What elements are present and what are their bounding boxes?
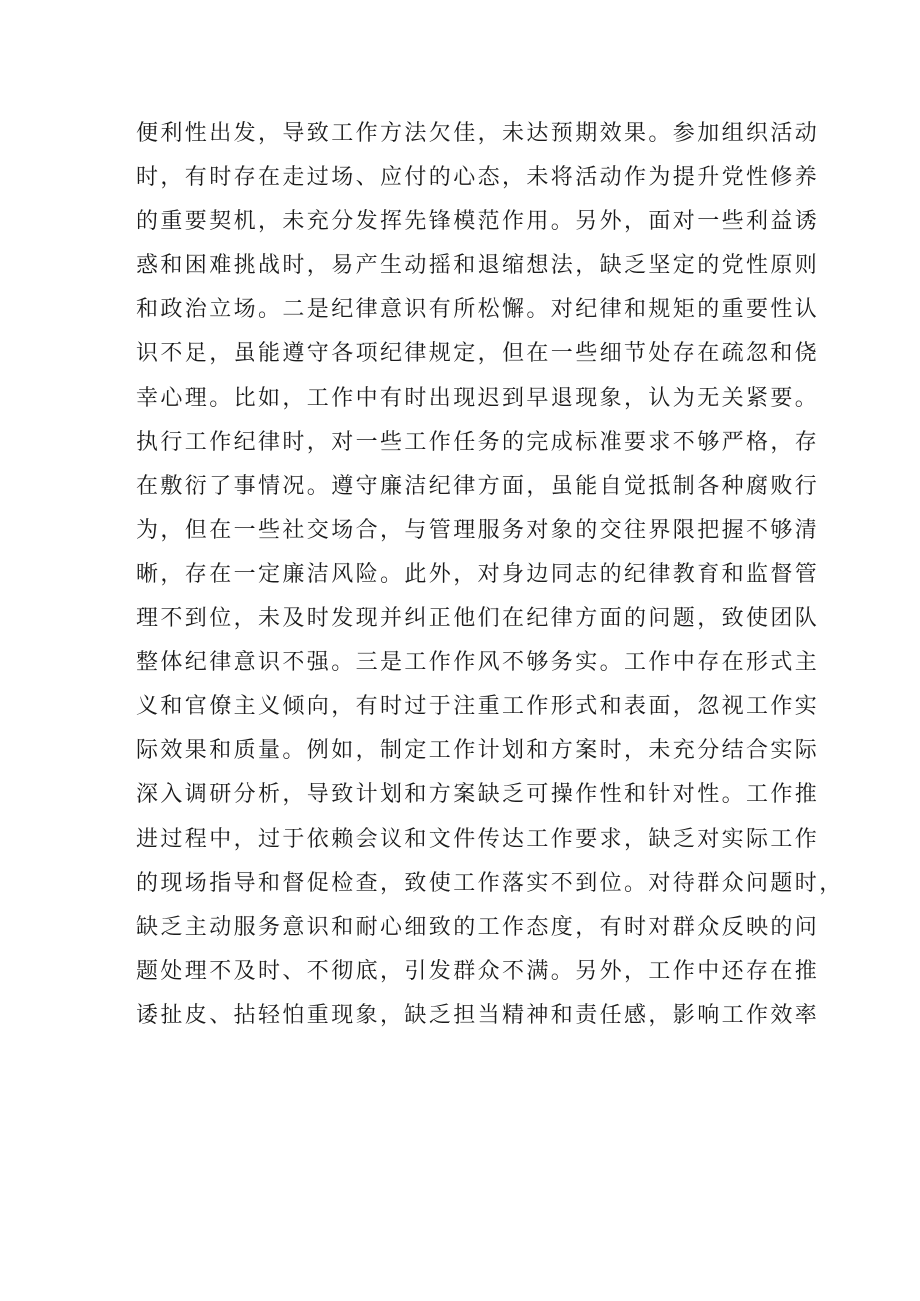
text-line: 识不足，虽能遵守各项纪律规定，但在一些细节处存在疏忽和侥 <box>136 341 820 367</box>
text-line: 义和官僚主义倾向，有时过于注重工作形式和表面，忽视工作实 <box>136 694 820 720</box>
text-line: 际效果和质量。例如，制定工作计划和方案时，未充分结合实际 <box>136 738 820 764</box>
text-line: 进过程中，过于依赖会议和文件传达工作要求，缺乏对实际工作 <box>136 826 820 852</box>
text-line: 便利性出发，导致工作方法欠佳，未达预期效果。参加组织活动 <box>136 121 820 146</box>
text-line: 整体纪律意识不强。三是工作作风不够务实。工作中存在形式主 <box>136 650 820 676</box>
text-line: 和政治立场。二是纪律意识有所松懈。对纪律和规矩的重要性认 <box>136 297 820 323</box>
text-line: 惑和困难挑战时，易产生动摇和退缩想法，缺乏坚定的党性原则 <box>136 253 820 279</box>
text-line: 执行工作纪律时，对一些工作任务的完成标准要求不够严格，存 <box>136 429 820 455</box>
text-line: 题处理不及时、不彻底，引发群众不满。另外，工作中还存在推 <box>136 958 820 984</box>
text-line: 在敷衍了事情况。遵守廉洁纪律方面，虽能自觉抵制各种腐败行 <box>136 473 820 499</box>
text-line: 缺乏主动服务意识和耐心细致的工作态度，有时对群众反映的问 <box>136 914 820 940</box>
text-line: 的现场指导和督促检查，致使工作落实不到位。对待群众问题时， <box>136 870 844 896</box>
text-line: 理不到位，未及时发现并纠正他们在纪律方面的问题，致使团队 <box>136 606 820 632</box>
body-text <box>136 112 844 1038</box>
text-line: 幸心理。比如，工作中有时出现迟到早退现象，认为无关紧要。 <box>136 385 820 411</box>
text-line: 为，但在一些社交场合，与管理服务对象的交往界限把握不够清 <box>136 517 820 543</box>
text-line: 时，有时存在走过场、应付的心态，未将活动作为提升党性修养 <box>136 165 820 191</box>
text-line: 诿扯皮、拈轻怕重现象，缺乏担当精神和责任感，影响工作效率 <box>136 1002 820 1028</box>
text-line: 的重要契机，未充分发挥先锋模范作用。另外，面对一些利益诱 <box>136 209 820 235</box>
text-line: 深入调研分析，导致计划和方案缺乏可操作性和针对性。工作推 <box>136 782 820 808</box>
text-line: 晰，存在一定廉洁风险。此外，对身边同志的纪律教育和监督管 <box>136 561 820 587</box>
